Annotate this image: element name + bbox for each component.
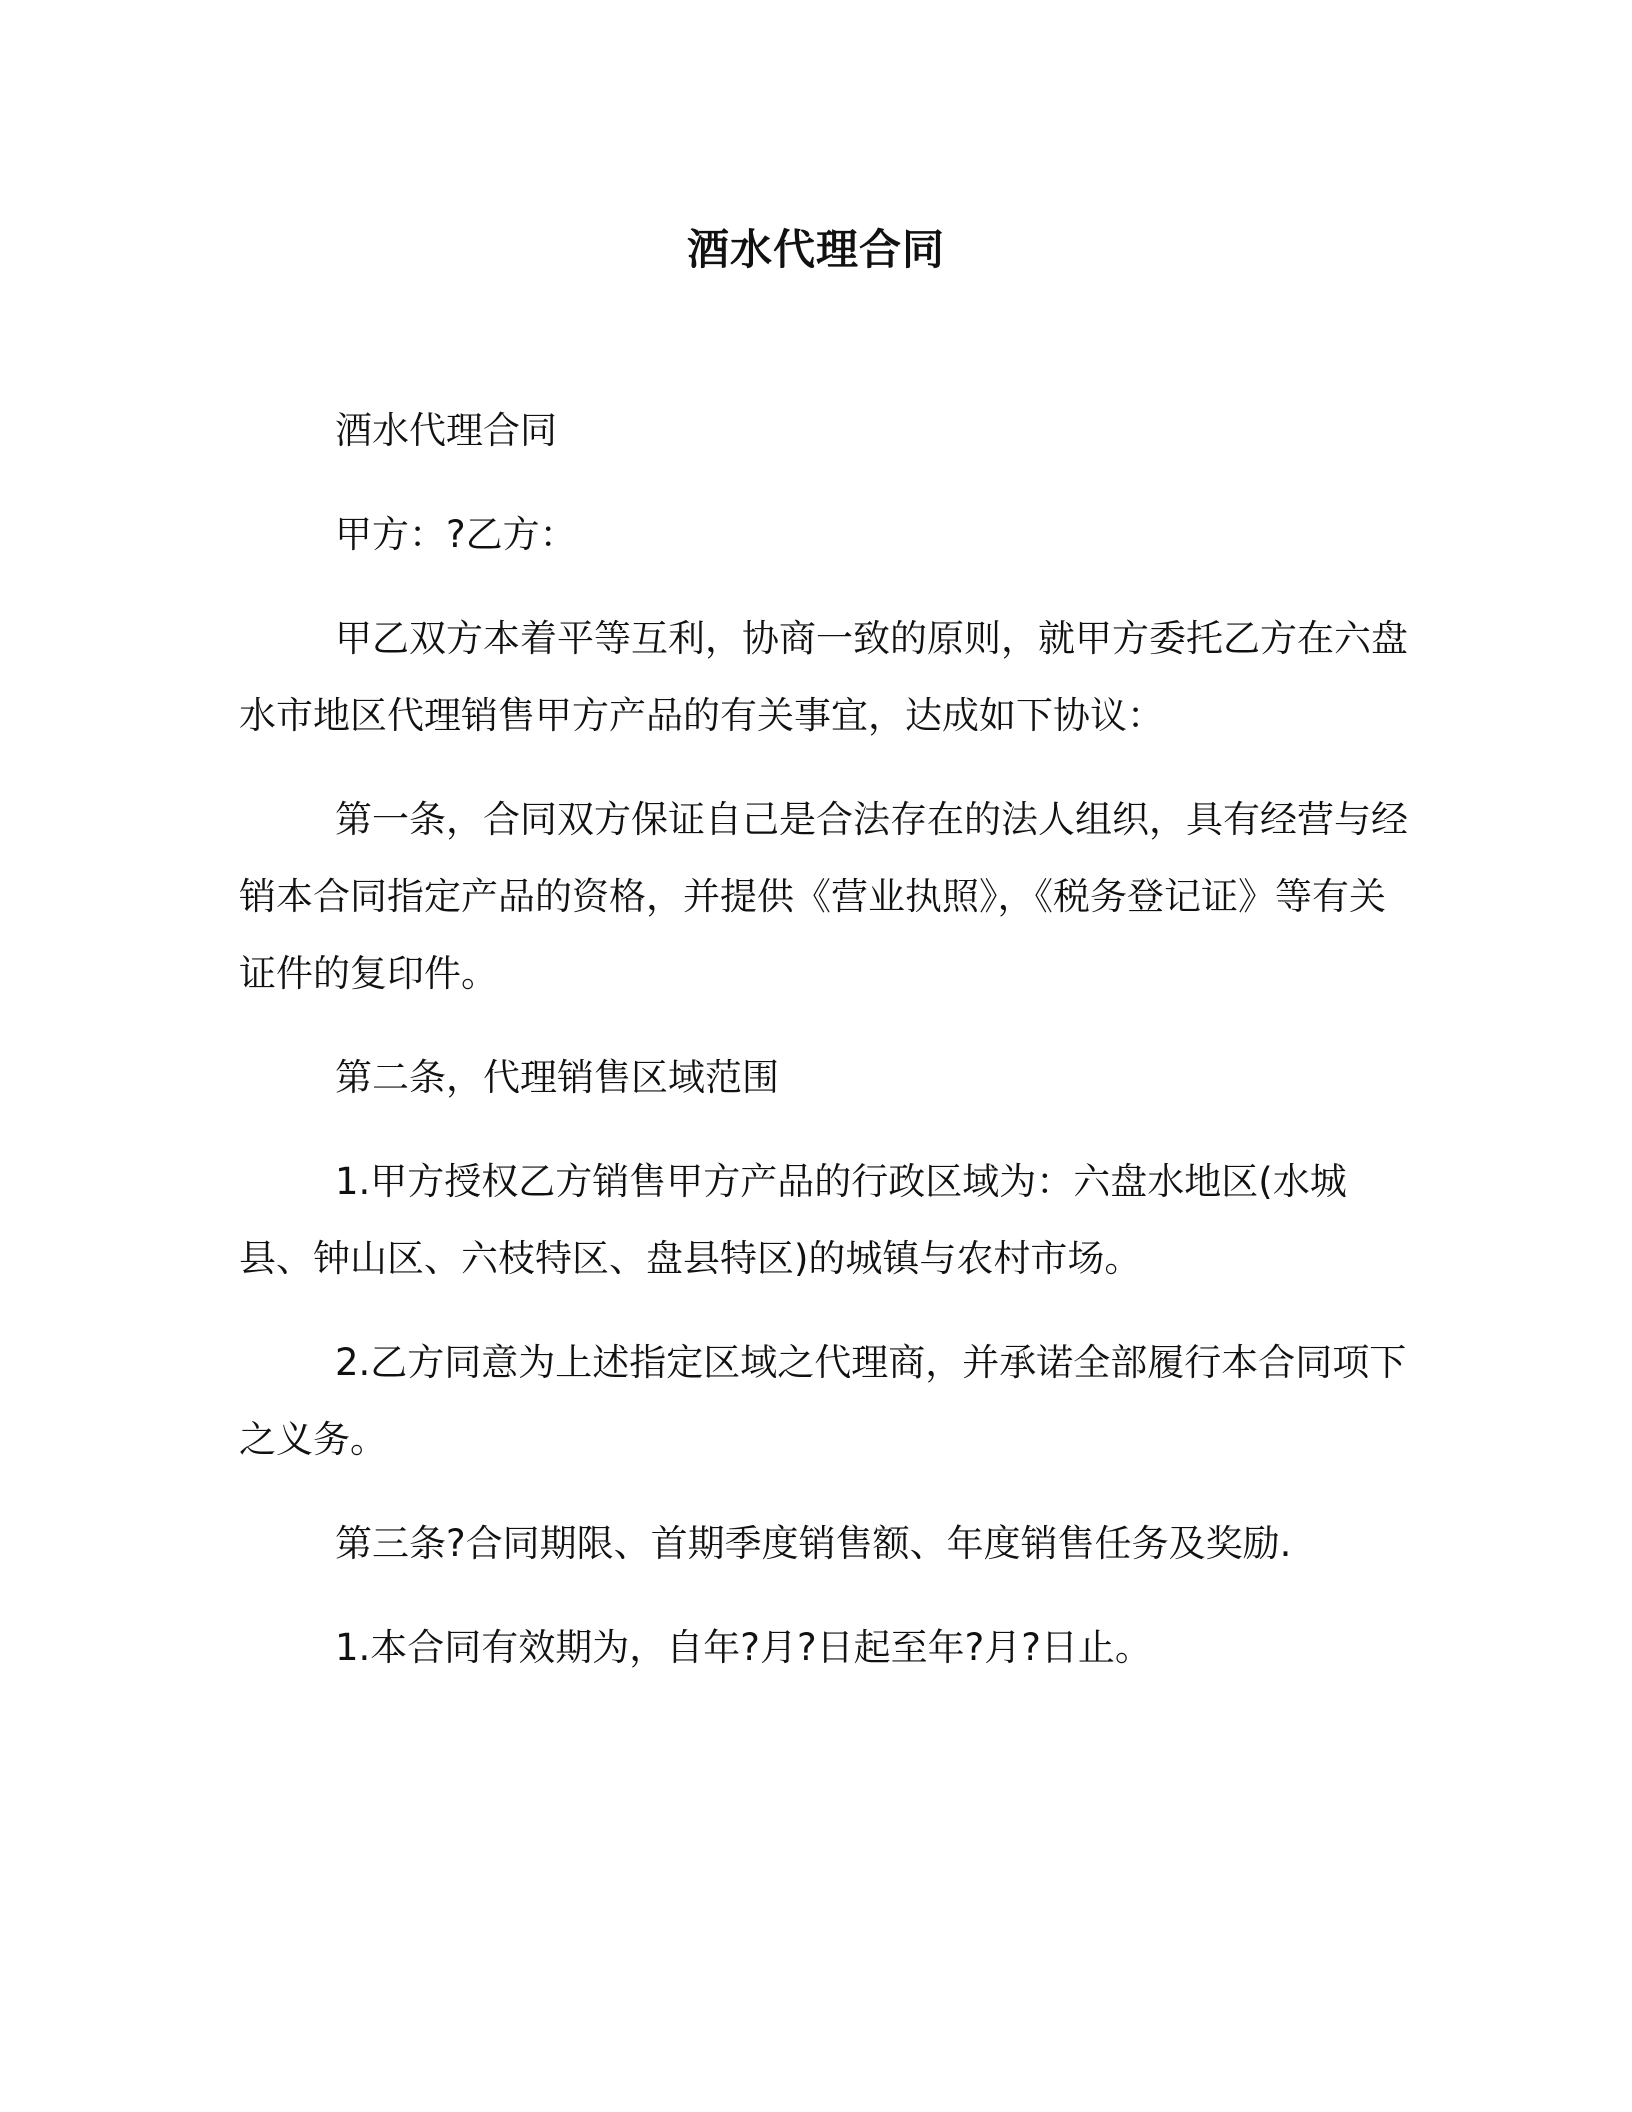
paragraph-article-1: 第一条，合同双方保证自己是合法存在的法人组织，具有经营与经销本合同指定产品的资格，并提供《营业执照》，《税务登记证》等有关证件的复印件。	[239, 798, 1408, 995]
paragraph-article-3-item-1: 1.本合同有效期为，自年?月?日起至年?月?日止。	[335, 1626, 1152, 1669]
document-title: 酒水代理合同	[686, 225, 945, 274]
paragraph-article-2-item-1: 1.甲方授权乙方销售甲方产品的行政区域为：六盘水地区(水城县、钟山区、六枝特区、盘县特区)的城镇与农村市场。	[239, 1160, 1347, 1280]
paragraph-article-2-item-2: 2.乙方同意为上述指定区域之代理商，并承诺全部履行本合同项下之义务。	[239, 1341, 1407, 1461]
paragraph-article-3: 第三条?合同期限、首期季度销售额、年度销售任务及奖励.	[335, 1522, 1292, 1565]
paragraph-heading: 酒水代理合同	[335, 409, 557, 452]
document-body	[239, 392, 1419, 1713]
paragraph-article-2: 第二条，代理销售区域范围	[335, 1056, 779, 1099]
paragraph-parties: 甲方：?乙方：	[335, 513, 577, 556]
paragraph-preamble: 甲乙双方本着平等互利，协商一致的原则，就甲方委托乙方在六盘水市地区代理销售甲方产品的有关事宜，达成如下协议：	[239, 617, 1408, 737]
